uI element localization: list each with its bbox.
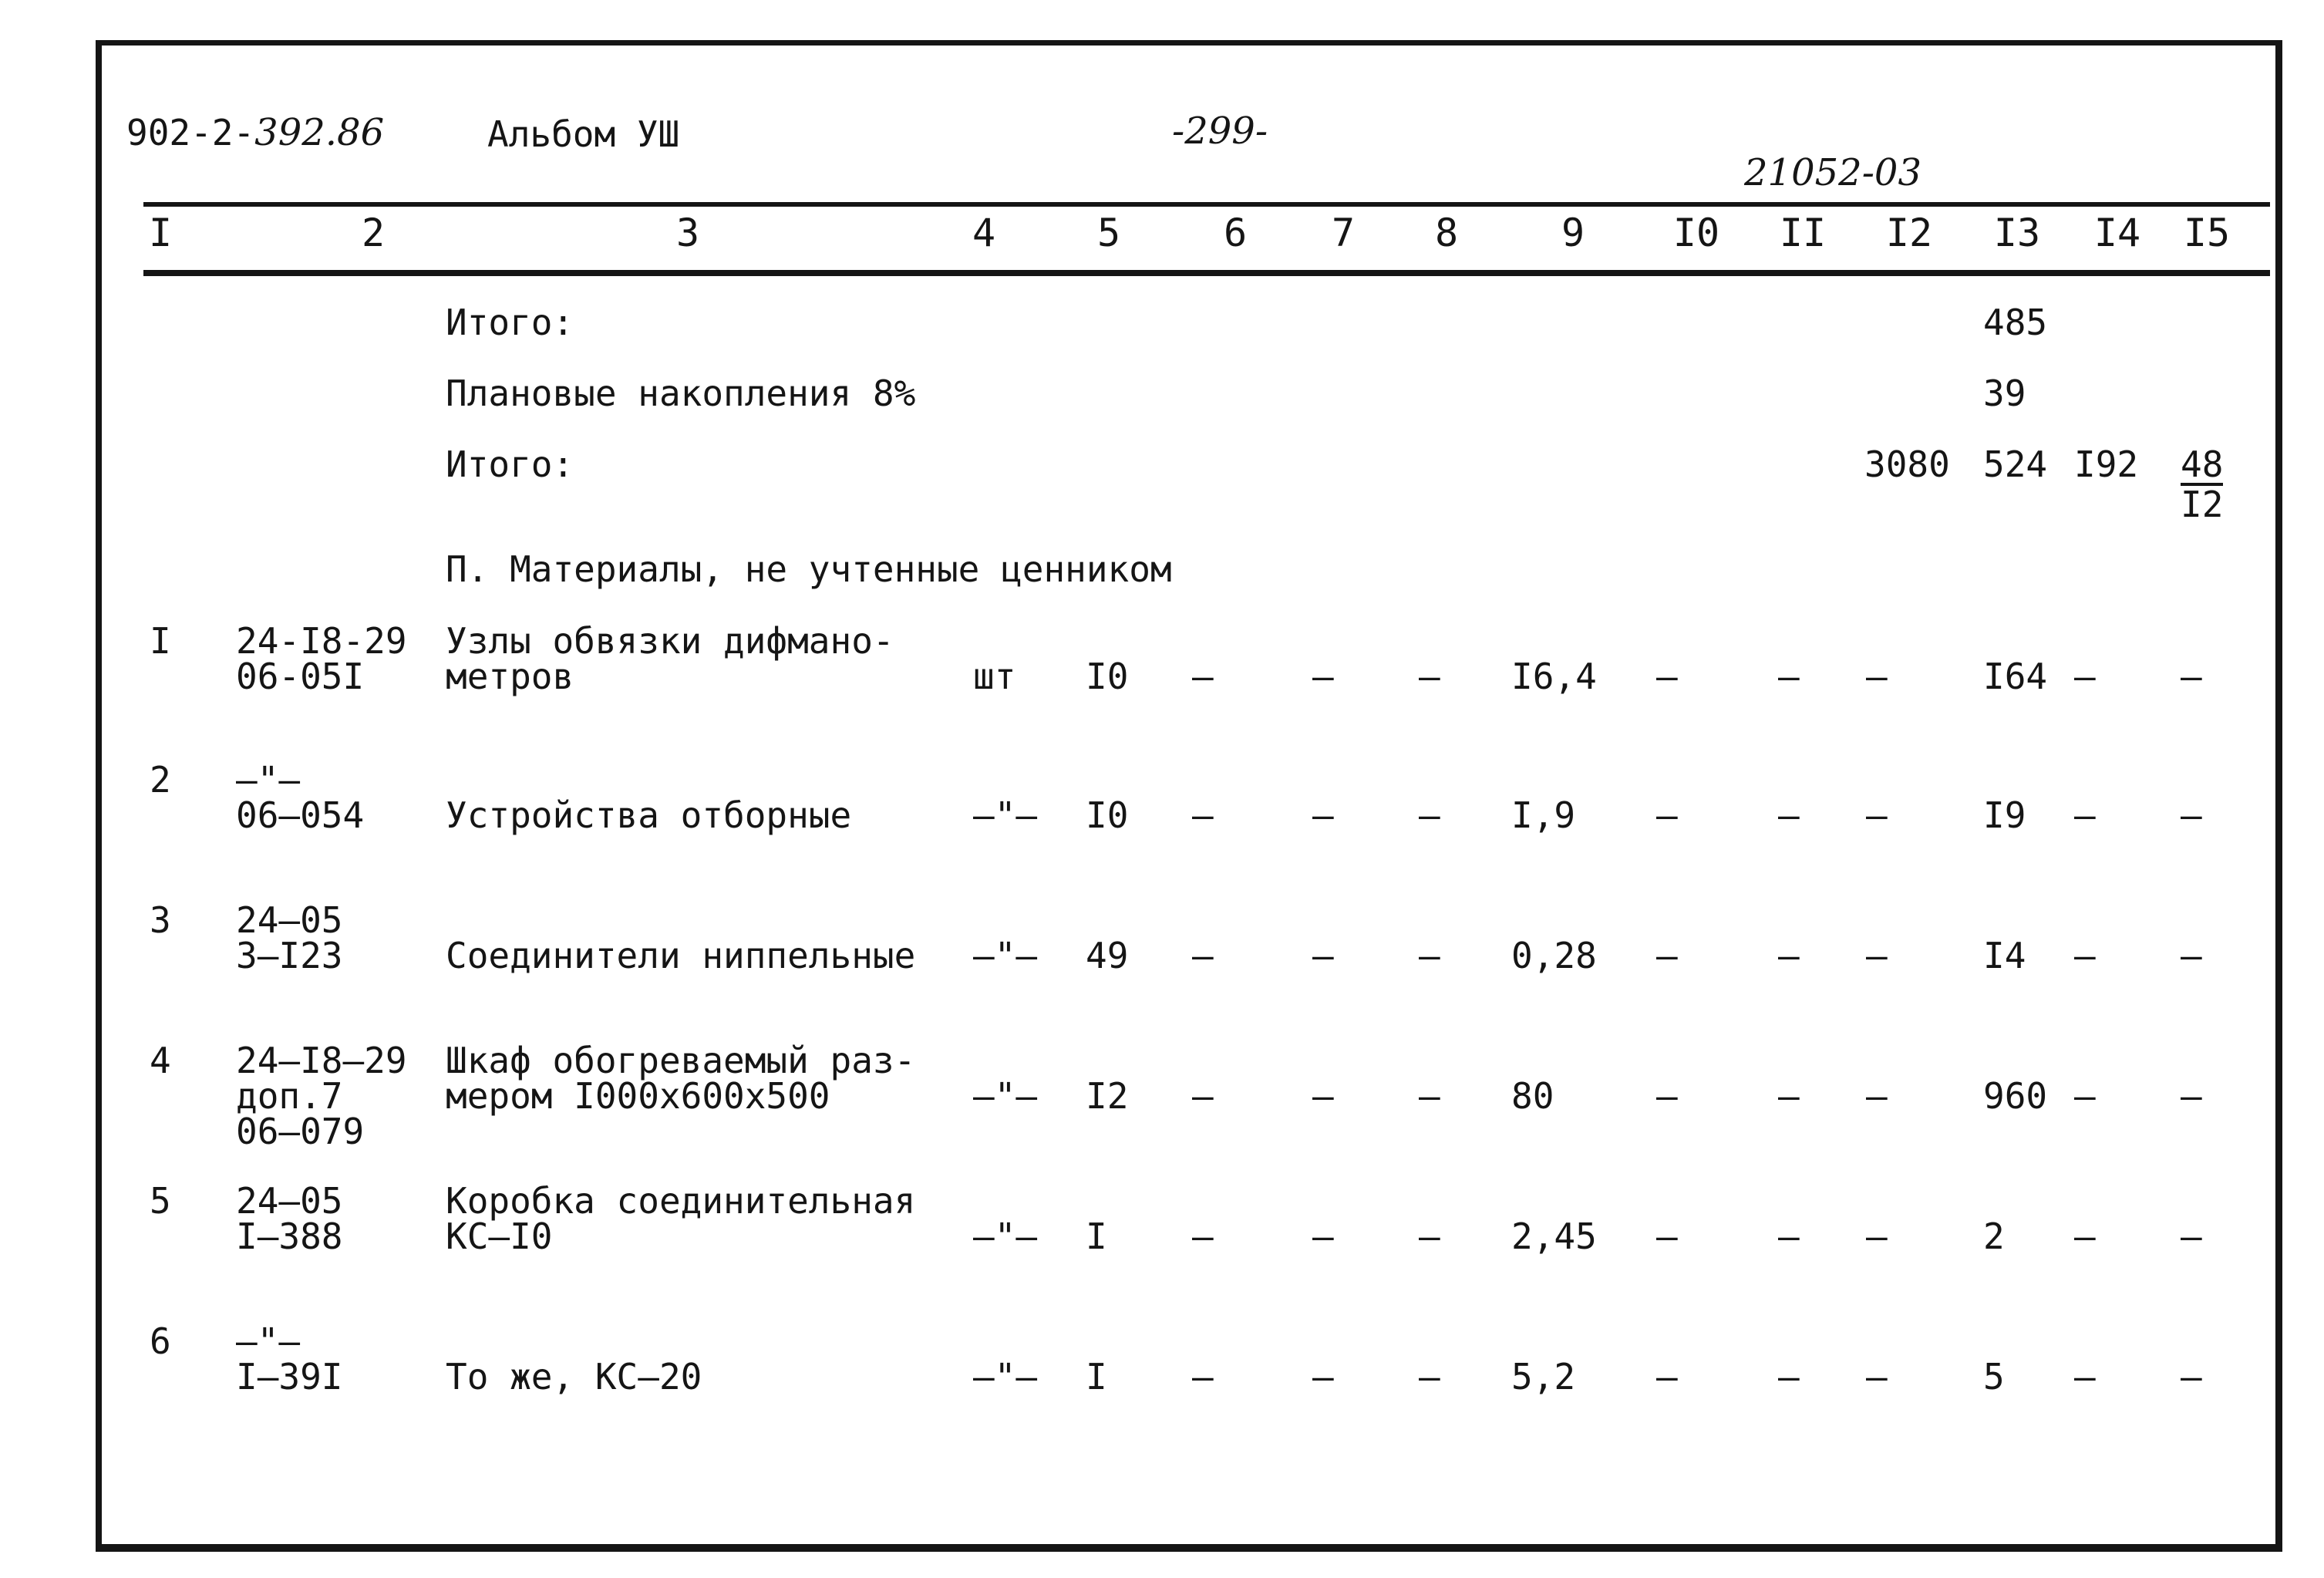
col-12: – bbox=[1866, 935, 1888, 976]
planned-savings-label: Плановые накопления 8% bbox=[446, 373, 916, 414]
column-number: I4 bbox=[2093, 211, 2141, 255]
col-6: – bbox=[1192, 1216, 1214, 1257]
col-15: – bbox=[2181, 656, 2202, 697]
unit-price: I,9 bbox=[1511, 794, 1576, 836]
column-number: 3 bbox=[675, 211, 700, 255]
unit: –"– bbox=[973, 794, 1038, 836]
header-bottom-rule bbox=[143, 270, 2270, 276]
column-number: 9 bbox=[1561, 211, 1585, 255]
material-name: Коробка соединительная КС–I0 bbox=[446, 1180, 916, 1257]
column-number: I0 bbox=[1672, 211, 1720, 255]
col-10: – bbox=[1656, 1356, 1678, 1398]
total-cost: I9 bbox=[1983, 794, 2026, 836]
total-col14: I92 bbox=[2074, 443, 2139, 485]
album-label: Альбом УШ bbox=[487, 113, 680, 155]
col-15: – bbox=[2181, 794, 2202, 836]
col-15: – bbox=[2181, 1075, 2202, 1117]
total-cost: 2 bbox=[1983, 1216, 2005, 1257]
catalog-code: 24–I8–29 доп.7 06–079 bbox=[236, 1040, 407, 1152]
col-6: – bbox=[1192, 1356, 1214, 1398]
unit-price: 5,2 bbox=[1511, 1356, 1576, 1398]
col-14: – bbox=[2074, 1356, 2096, 1398]
unit: –"– bbox=[973, 1216, 1038, 1257]
subtotal-value: 485 bbox=[1983, 302, 2048, 343]
column-number: I bbox=[148, 211, 173, 255]
col-8: – bbox=[1419, 794, 1440, 836]
col-7: – bbox=[1312, 1356, 1334, 1398]
total-col12: 3080 bbox=[1864, 443, 1950, 485]
quantity: 49 bbox=[1086, 935, 1129, 976]
catalog-code: –"– 06–054 bbox=[236, 759, 365, 836]
col-8: – bbox=[1419, 935, 1440, 976]
col-11: – bbox=[1778, 656, 1800, 697]
col-15: – bbox=[2181, 1356, 2202, 1398]
quantity: I0 bbox=[1086, 656, 1129, 697]
catalog-code: –"– I–39I bbox=[236, 1320, 343, 1398]
col-12: – bbox=[1866, 1216, 1888, 1257]
row-number: 3 bbox=[150, 899, 171, 941]
material-name: Шкаф обогреваемый раз- мером I000x600x500 bbox=[446, 1040, 916, 1117]
row-number: 4 bbox=[150, 1040, 171, 1081]
col-10: – bbox=[1656, 935, 1678, 976]
col-14: – bbox=[2074, 1075, 2096, 1117]
subtotal-label: Итого: bbox=[446, 302, 574, 343]
col-12: – bbox=[1866, 1075, 1888, 1117]
col-6: – bbox=[1192, 1075, 1214, 1117]
col-7: – bbox=[1312, 1075, 1334, 1117]
col-6: – bbox=[1192, 935, 1214, 976]
material-name: Узлы обвязки дифмано- метров bbox=[446, 620, 894, 697]
col-14: – bbox=[2074, 794, 2096, 836]
column-number: 8 bbox=[1434, 211, 1459, 255]
material-name: Устройства отборные bbox=[446, 794, 852, 836]
column-number: I3 bbox=[1993, 211, 2041, 255]
row-number: I bbox=[150, 620, 171, 662]
column-number: I5 bbox=[2183, 211, 2231, 255]
quantity: I bbox=[1086, 1216, 1107, 1257]
unit-price: 2,45 bbox=[1511, 1216, 1597, 1257]
quantity: I0 bbox=[1086, 794, 1129, 836]
row-number: 2 bbox=[150, 759, 171, 801]
column-number: 2 bbox=[361, 211, 386, 255]
catalog-code: 24-I8-29 06-05I bbox=[236, 620, 407, 697]
unit: –"– bbox=[973, 1356, 1038, 1398]
page-number: -299- bbox=[1172, 110, 1268, 153]
col-6: – bbox=[1192, 656, 1214, 697]
unit: шт bbox=[973, 656, 1016, 697]
total-cost: 960 bbox=[1983, 1075, 2048, 1117]
col-15: – bbox=[2181, 935, 2202, 976]
col-15: – bbox=[2181, 1216, 2202, 1257]
col-7: – bbox=[1312, 1216, 1334, 1257]
catalog-code: 24–05 3–I23 bbox=[236, 899, 343, 976]
sheet-code: 21052-03 bbox=[1744, 151, 1922, 194]
col-7: – bbox=[1312, 935, 1334, 976]
col-14: – bbox=[2074, 656, 2096, 697]
col-12: – bbox=[1866, 656, 1888, 697]
col-8: – bbox=[1419, 656, 1440, 697]
page-frame bbox=[96, 40, 2282, 1552]
unit-price: I6,4 bbox=[1511, 656, 1597, 697]
col-10: – bbox=[1656, 656, 1678, 697]
col-10: – bbox=[1656, 794, 1678, 836]
col-10: – bbox=[1656, 1075, 1678, 1117]
col-12: – bbox=[1866, 794, 1888, 836]
col-11: – bbox=[1778, 1356, 1800, 1398]
column-number: 4 bbox=[972, 211, 996, 255]
unit: –"– bbox=[973, 1075, 1038, 1117]
fraction-numerator: 48 bbox=[2181, 443, 2224, 485]
row-number: 5 bbox=[150, 1180, 171, 1222]
document-code-prefix: 902-2- bbox=[126, 112, 255, 153]
col-6: – bbox=[1192, 794, 1214, 836]
col-11: – bbox=[1778, 1216, 1800, 1257]
col-12: – bbox=[1866, 1356, 1888, 1398]
col-7: – bbox=[1312, 794, 1334, 836]
total-col15 bbox=[2181, 443, 2224, 525]
col-11: – bbox=[1778, 935, 1800, 976]
unit-price: 80 bbox=[1511, 1075, 1554, 1117]
column-number: 7 bbox=[1331, 211, 1356, 255]
section-title: П. Материалы, не учтенные ценником bbox=[446, 548, 1172, 590]
total-cost: I64 bbox=[1983, 656, 2048, 697]
col-8: – bbox=[1419, 1075, 1440, 1117]
planned-savings-value: 39 bbox=[1983, 373, 2026, 414]
total-col13: 524 bbox=[1983, 443, 2048, 485]
total-col15-fraction bbox=[2181, 443, 2224, 525]
header-top-rule bbox=[143, 202, 2270, 207]
fraction-denominator: I2 bbox=[2181, 484, 2224, 525]
column-number: I2 bbox=[1885, 211, 1933, 255]
col-14: – bbox=[2074, 935, 2096, 976]
col-14: – bbox=[2074, 1216, 2096, 1257]
catalog-code: 24–05 I–388 bbox=[236, 1180, 343, 1257]
total-cost: 5 bbox=[1983, 1356, 2005, 1398]
row-number: 6 bbox=[150, 1320, 171, 1362]
document-code bbox=[126, 111, 385, 154]
material-name: Соединители ниппельные bbox=[446, 935, 916, 976]
col-11: – bbox=[1778, 794, 1800, 836]
column-number: II bbox=[1779, 211, 1827, 255]
unit-price: 0,28 bbox=[1511, 935, 1597, 976]
quantity: I bbox=[1086, 1356, 1107, 1398]
col-8: – bbox=[1419, 1356, 1440, 1398]
material-name: То же, КС–20 bbox=[446, 1356, 702, 1398]
col-7: – bbox=[1312, 656, 1334, 697]
col-10: – bbox=[1656, 1216, 1678, 1257]
quantity: I2 bbox=[1086, 1075, 1129, 1117]
unit: –"– bbox=[973, 935, 1038, 976]
total-cost: I4 bbox=[1983, 935, 2026, 976]
column-number: 5 bbox=[1096, 211, 1121, 255]
col-8: – bbox=[1419, 1216, 1440, 1257]
document-code-handwritten: 392.86 bbox=[254, 111, 385, 154]
col-11: – bbox=[1778, 1075, 1800, 1117]
column-number: 6 bbox=[1223, 211, 1248, 255]
total-label: Итого: bbox=[446, 443, 574, 485]
